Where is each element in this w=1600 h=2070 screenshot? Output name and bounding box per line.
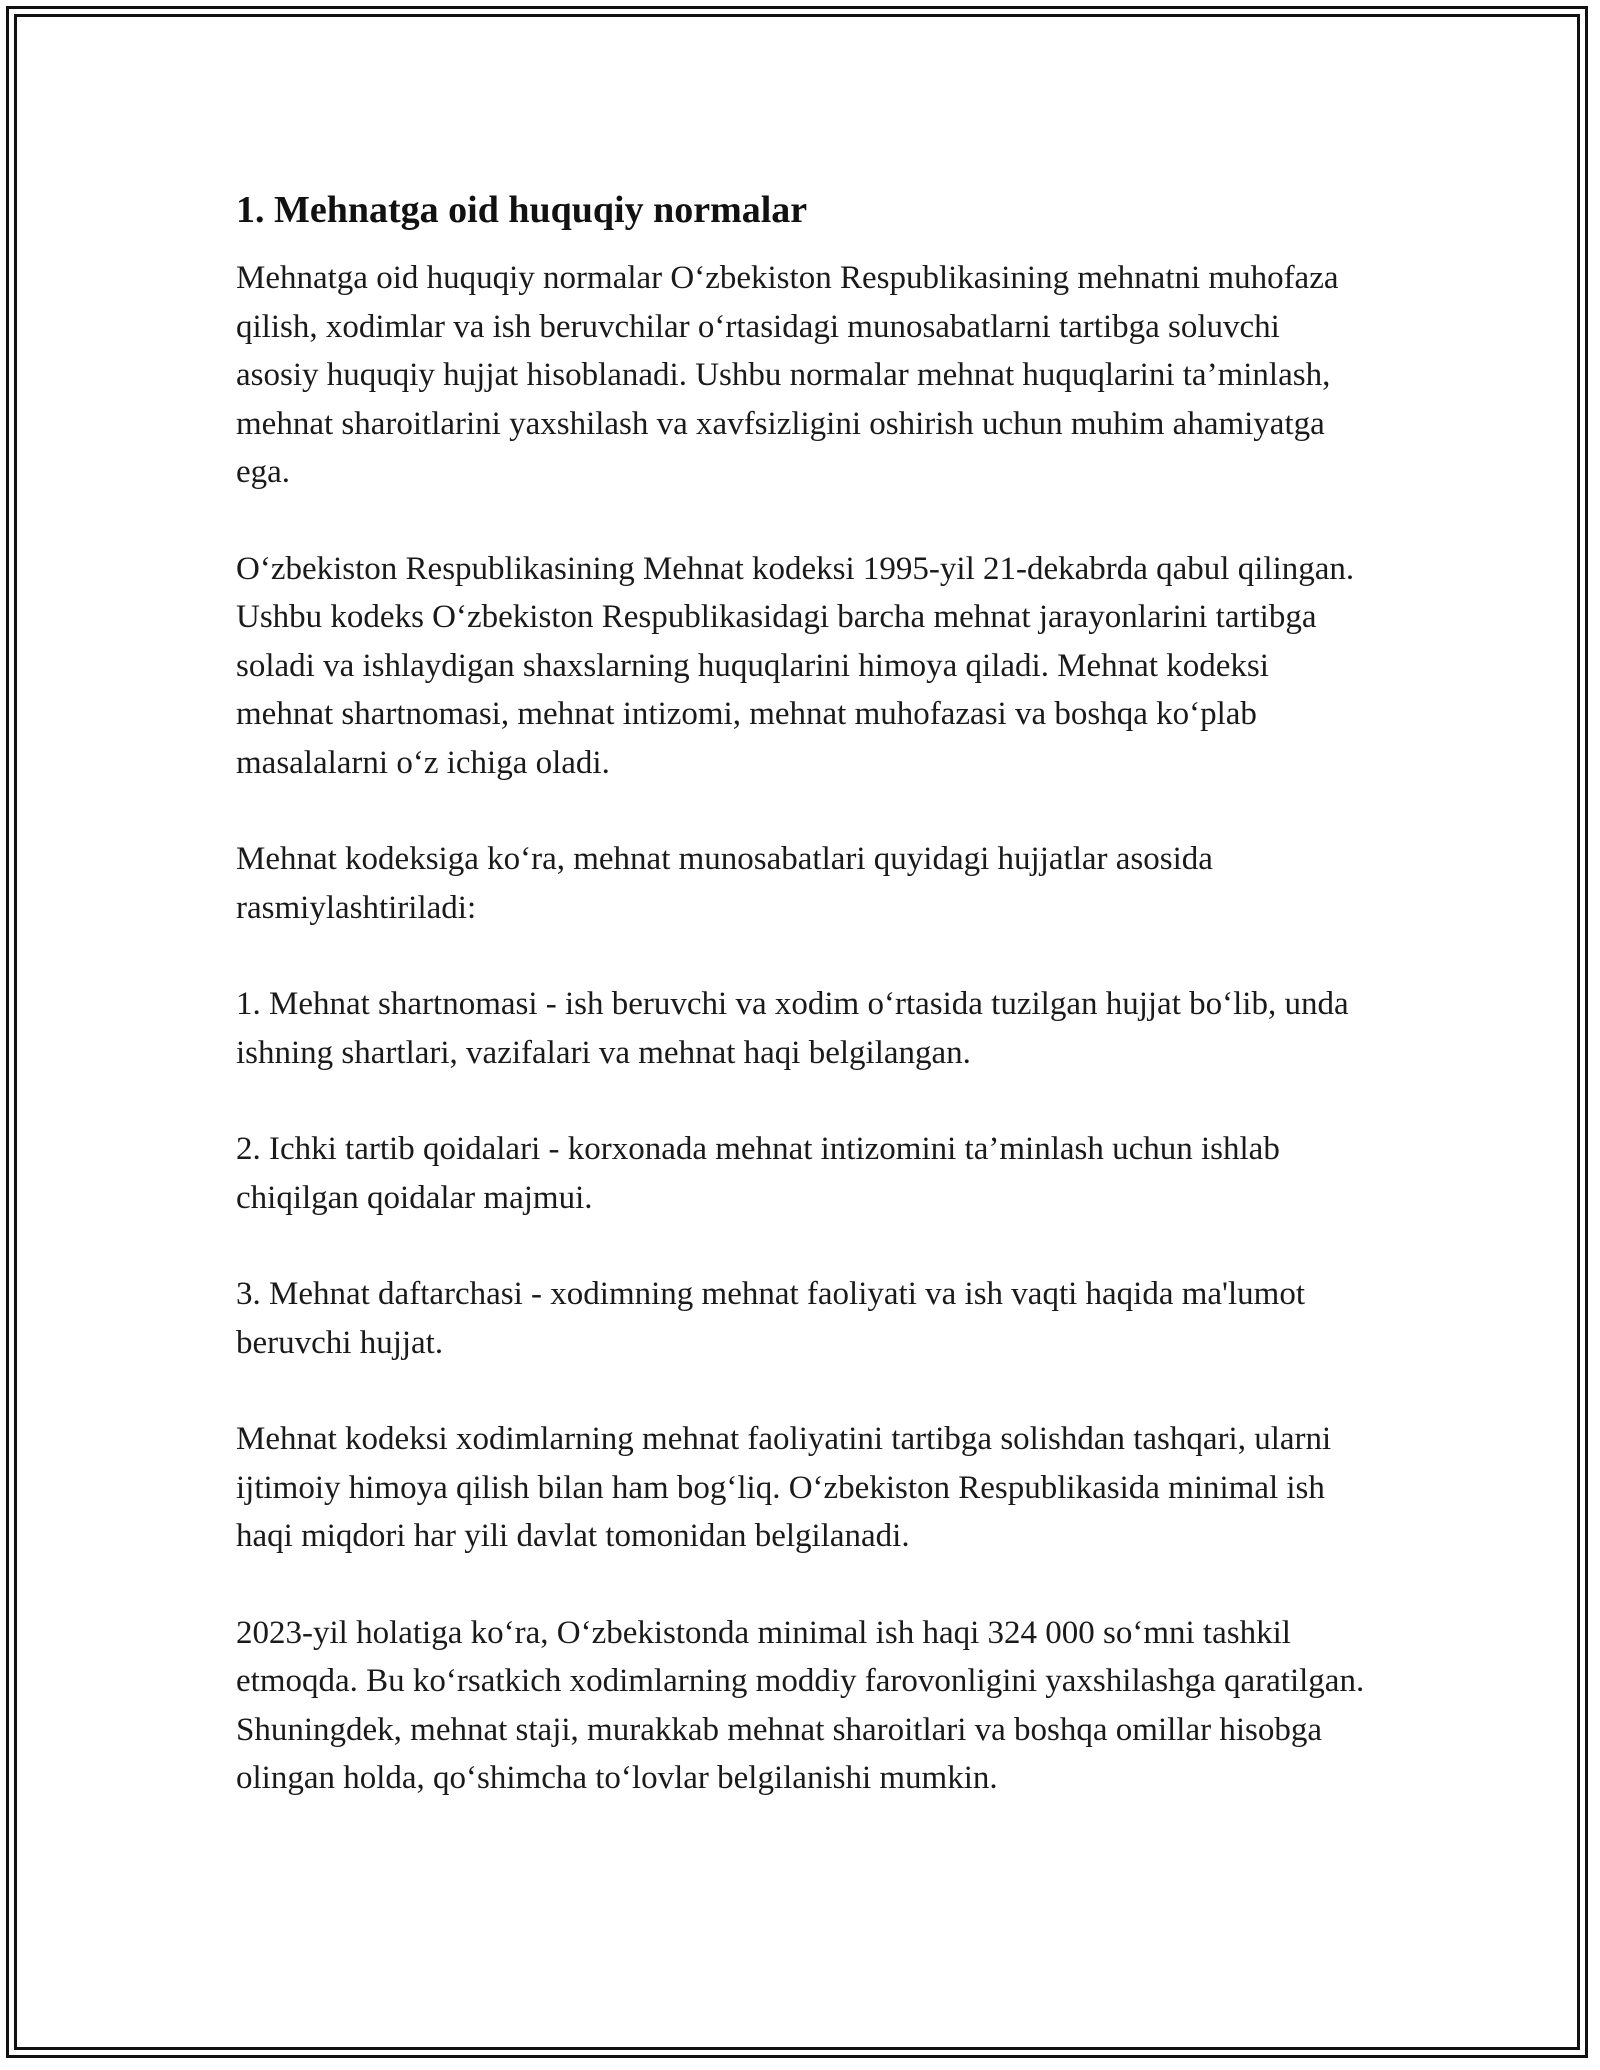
paragraph-minimum-wage: 2023-yil holatiga ko‘ra, O‘zbekistonda minimal ish haqi 324 000 so‘mni tashkil etmoqda. Bu ko‘rsatkich xodimlarning moddiy farovonligini yaxshilashga qaratilgan. Shuningdek, mehnat staji, murakkab mehnat sharoitlari va boshqa omillar hisobga olingan holda, qo‘shimcha to‘lovlar belgilanishi mumkin.: [236, 1614, 1365, 1796]
paragraph-labor-code: O‘zbekiston Respublikasining Mehnat kodeksi 1995-yil 21-dekabrda qabul qilingan. Ushbu kodeks O‘zbekiston Respublikasidagi barcha mehnat jarayonlarini tartibga soladi va ishlaydigan shaxslarning huquqlarini himoya qiladi. Mehnat kodeksi mehnat shartnomasi, mehnat intizomi, mehnat muhofazasi va boshqa ko‘plab masalalarni o‘z ichiga oladi.: [236, 550, 1355, 781]
paragraph-social-protection: Mehnat kodeksi xodimlarning mehnat faoliyatini tartibga solishdan tashqari, ularni ijtimoiy himoya qilish bilan ham bog‘liq. O‘zbekiston Respublikasida minimal ish haqi miqdori har yili davlat tomonidan belgilanadi.: [236, 1421, 1332, 1554]
section-heading: 1. Mehnatga oid huquqiy normalar: [236, 189, 808, 231]
list-item-internal-rules: 2. Ichki tartib qoidalari - korxonada mehnat intizomini ta’minlash uchun ishlab chiqilgan qoidalar majmui.: [236, 1131, 1280, 1216]
list-item-employment-contract: 1. Mehnat shartnomasi - ish beruvchi va xodim o‘rtasida tuzilgan hujjat bo‘lib, unda ishning shartlari, vazifalari va mehnat haqi belgilangan.: [236, 986, 1349, 1071]
paragraph-documents-lead: Mehnat kodeksiga ko‘ra, mehnat munosabatlari quyidagi hujjatlar asosida rasmiylashtiriladi:: [236, 841, 1213, 926]
list-item-work-book: 3. Mehnat daftarchasi - xodimning mehnat faoliyati va ish vaqti haqida ma'lumot beruvchi hujjat.: [236, 1276, 1306, 1361]
paragraph-intro: Mehnatga oid huquqiy normalar O‘zbekiston Respublikasining mehnatni muhofaza qilish, xodimlar va ish beruvchilar o‘rtasidagi munosabatlarni tartibga soluvchi asosiy huquqiy hujjat hisoblanadi. Ushbu normalar mehnat huquqlarini ta’minlash, mehnat sharoitlarini yaxshilash va xavfsizligini oshirish uchun muhim ahamiyatga ega.: [236, 260, 1339, 490]
document-body: [236, 186, 1366, 1803]
